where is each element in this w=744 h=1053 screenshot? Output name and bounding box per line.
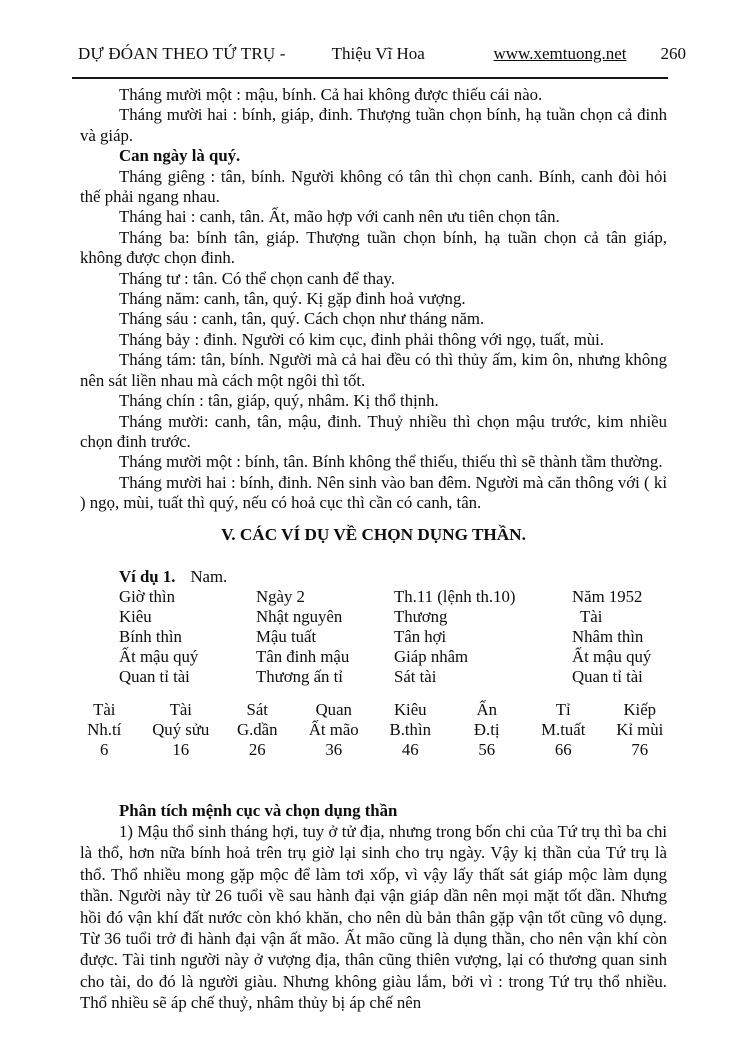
pillar-cell: Giờ thìn	[119, 586, 175, 606]
page-header	[78, 44, 686, 64]
luck-ages-row	[66, 740, 678, 760]
paragraph: Tháng chín : tân, giáp, quý, nhâm. Kị thổ thịnh.	[119, 391, 439, 411]
luck-star-cell: Tài	[93, 699, 116, 719]
analysis-paragraph: 1) Mậu thổ sinh tháng hợi, tuy ở tử địa, nhưng trong bốn chi của Tứ trụ thì ba chi là thổ, hơn nữa bính hoả trên trụ giờ lại sinh cho trụ ngày. Vậy kị thần của Tứ trụ là thổ. Thổ nhiều mong gặp mộc để làm tơi xốp, vì vậy lấy thất sát giáp mộc làm dụng thần. Người này từ 26 tuổi về sau hành đại vận giáp dần nên mọi mặt tốt dần. Nhưng hồi đó vận khí đất nước còn khó khăn, cho nên dù bản thân gặp vận tốt cũng vô dụng. Từ 36 tuổi trở đi hành đại vận ất mão. Ất mão cũng là dụng thần, cho nên vận khí còn được. Tài tinh người này ở vượng địa, thân cũng thiên vượng, lại có thương quan sinh cho tài, do đó là người giàu. Nhưng không giàu lắm, bởi vì : trong Tứ trụ thổ nhiều. Thổ nhiều sẽ áp chế thuỷ, nhâm thủy bị áp chế nên	[80, 821, 667, 1013]
pillar-row	[119, 607, 704, 627]
pillar-cell: Thương	[394, 606, 448, 626]
example-label: Ví dụ 1.	[119, 566, 176, 586]
paragraph: Tháng hai : canh, tân. Ất, mão hợp với canh nên ưu tiên chọn tân.	[119, 207, 560, 227]
pillar-cell: Sát tài	[394, 666, 437, 686]
luck-star-cell: Tài	[169, 699, 192, 719]
paragraph: Tháng mười: canh, tân, mậu, đinh. Thuỷ nhiều thì chọn mậu trước, kim nhiều chọn đinh trước.	[80, 411, 667, 451]
analysis-heading: Phân tích mệnh cục và chọn dụng thần	[119, 800, 398, 820]
example-label-line	[119, 567, 667, 587]
header-divider	[72, 77, 668, 79]
luck-pillar-cell: G.dần	[236, 719, 278, 739]
paragraph: Tháng ba: bính tân, giáp. Thượng tuần chọn bính, hạ tuần chọn cả tân giáp, không được chọn đinh.	[80, 227, 667, 268]
luck-star-cell: Quan	[315, 699, 352, 719]
paragraph: Tháng mười một : bính, tân. Bính không thể thiếu, thiếu thì sẽ thành tầm thường.	[119, 452, 663, 472]
paragraph: Tháng mười hai : bính, giáp, đinh. Thượng tuần chọn bính, hạ tuần chọn cả đinh và giáp.	[80, 105, 667, 145]
luck-age-cell: 16	[172, 739, 190, 759]
header-book-title: DỰ ĐÓAN THEO TỨ TRỤ -	[78, 44, 286, 63]
pillar-cell: Bính thìn	[119, 626, 182, 646]
pillar-cell: Thương ấn tỉ	[256, 666, 343, 686]
luck-pillar-cell: Nh.tí	[87, 719, 122, 739]
paragraph: Tháng tám: tân, bính. Người mà cả hai đều có thì thủy ấm, kim ôn, nhưng không nên sát liền nhau mà cách một ngôi thì tốt.	[80, 350, 667, 390]
luck-pillar-cell: Quý sửu	[152, 719, 210, 739]
example-gender: Nam.	[190, 566, 228, 586]
pillar-cell: Mậu tuất	[256, 626, 317, 646]
pillar-cell: Ất mậu quý	[119, 646, 199, 666]
pillar-cell: Nhâm thìn	[572, 626, 644, 646]
pillar-cell: Kiêu	[119, 606, 152, 626]
luck-age-cell: 26	[248, 739, 266, 759]
pillar-cell: Tài	[580, 606, 603, 626]
pillar-cell: Ất mậu quý	[572, 646, 652, 666]
luck-age-cell: 46	[401, 739, 419, 759]
paragraph: Tháng sáu : canh, tân, quý. Cách chọn như tháng năm.	[119, 309, 485, 329]
pillar-row	[119, 627, 704, 647]
analysis-section	[80, 821, 667, 1014]
subheading-can-ngay-la-quy: Can ngày là quý.	[119, 146, 241, 166]
pillar-cell: Th.11 (lệnh th.10)	[394, 586, 516, 606]
paragraph: Tháng năm: canh, tân, quý. Kị gặp đinh hoả vượng.	[119, 289, 466, 309]
paragraph: Tháng mười một : mậu, bính. Cả hai không được thiếu cái nào.	[119, 85, 543, 104]
month-guide-section	[80, 85, 667, 514]
luck-age-cell: 36	[325, 739, 343, 759]
paragraph: Tháng tư : tân. Có thể chọn canh để thay.	[119, 268, 395, 288]
luck-pillar-cell: Kỉ mùi	[616, 719, 664, 739]
paragraph: Tháng giêng : tân, bính. Người không có tân thì chọn canh. Bính, canh đòi hỏi thế phải ngang nhau.	[80, 166, 667, 207]
luck-star-cell: Tỉ	[555, 699, 571, 719]
paragraph: Tháng bảy : đinh. Người có kim cục, đinh phải thông với ngọ, tuất, mùi.	[119, 329, 605, 349]
luck-pillar-cell: B.thìn	[389, 719, 431, 739]
luck-star-cell: Kiêu	[393, 699, 427, 719]
four-pillars-table	[119, 587, 704, 687]
header-page-number: 260	[660, 44, 686, 63]
luck-star-cell: Sát	[246, 699, 268, 719]
luck-pillar-cell: M.tuất	[541, 719, 586, 739]
luck-age-cell: 76	[631, 739, 649, 759]
section-heading: V. CÁC VÍ DỤ VỀ CHỌN DỤNG THẦN.	[221, 524, 526, 544]
luck-star-cell: Kiếp	[623, 699, 657, 719]
pillar-cell: Năm 1952	[572, 586, 643, 606]
luck-star-cell: Ấn	[476, 699, 497, 719]
pillar-cell: Giáp nhâm	[394, 646, 469, 666]
luck-periods-table	[66, 700, 678, 760]
luck-age-cell: 56	[478, 739, 496, 759]
pillar-cell: Nhật nguyên	[256, 606, 343, 626]
luck-stars-row	[66, 700, 678, 720]
luck-age-cell: 66	[554, 739, 572, 759]
pillar-cell: Tân hợi	[394, 626, 447, 646]
pillar-row	[119, 587, 704, 607]
luck-pillar-cell: Ất mão	[308, 719, 359, 739]
header-author: Thiệu Vĩ Hoa	[331, 44, 425, 63]
pillar-row	[119, 667, 704, 687]
pillar-cell: Ngày 2	[256, 586, 305, 606]
luck-pillars-row	[66, 720, 678, 740]
pillar-cell: Quan tỉ tài	[572, 666, 643, 686]
luck-pillar-cell: Đ.tị	[473, 719, 500, 739]
pillar-row	[119, 647, 704, 667]
luck-age-cell: 6	[100, 739, 109, 759]
pillar-cell: Quan tỉ tài	[119, 666, 190, 686]
header-website-link[interactable]: www.xemtuong.net	[493, 44, 627, 63]
paragraph: Tháng mười hai : bính, đinh. Nên sinh vào ban đêm. Người mà căn thông với ( kỉ ) ngọ, mùi, tuất thì quý, nếu có hoả cục thì cần có canh, tân.	[80, 472, 667, 513]
pillar-cell: Tân đinh mậu	[256, 646, 350, 666]
